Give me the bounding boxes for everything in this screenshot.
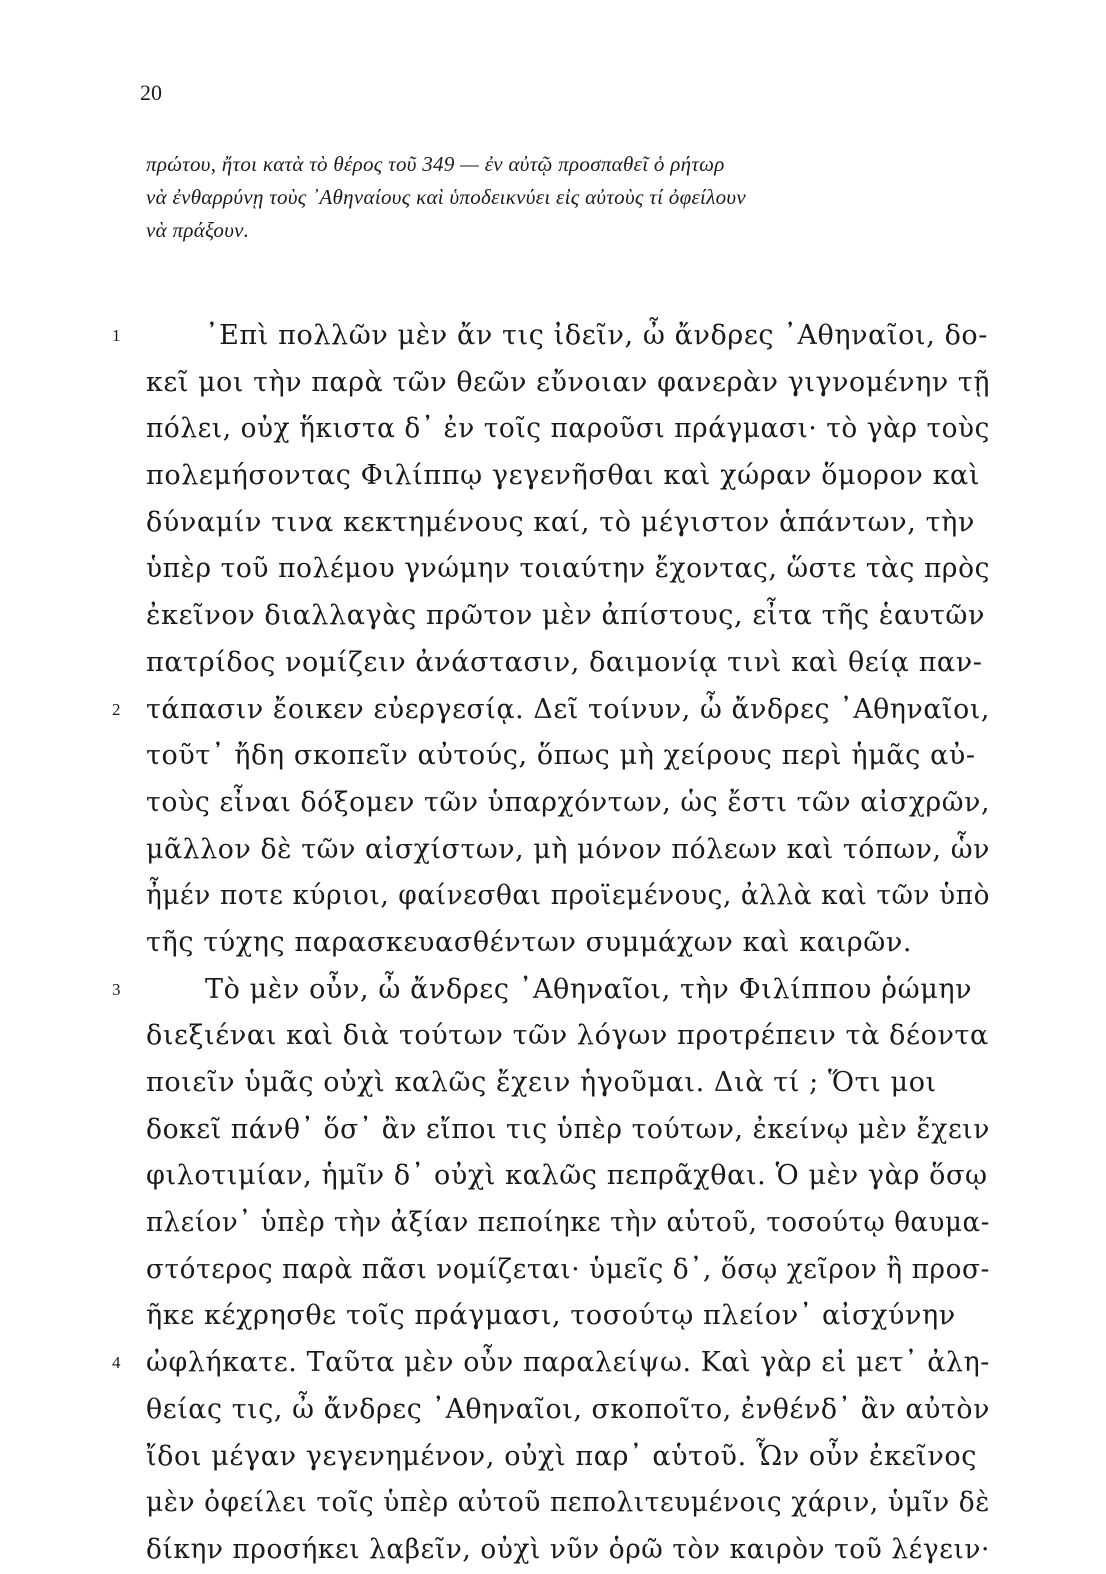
text-line [0,1247,1106,1294]
line-text: δοκεῖ πάνθ᾿ ὅσ᾿ ἂν εἴποι τις ὑπὲρ τούτων, ἐκείνῳ μὲν ἔχειν [146,1113,991,1145]
text-line [0,827,1106,874]
line-text: τῆς τύχης παρασκευασθέντων συμμάχων καὶ καιρῶν. [146,926,913,958]
line-text: μᾶλλον δὲ τῶν αἰσχίστων, μὴ μόνον πόλεων καὶ τόπων, ὧν [146,833,990,865]
text-line [0,1293,1106,1340]
text-line [0,873,1106,920]
line-text: ὑπὲρ τοῦ πολέμου γνώμην τοιαύτην ἔχοντας, ὥστε τὰς πρὸς [146,553,991,585]
text-line [0,920,1106,967]
line-text: Τὸ μὲν οὖν, ὦ ἄνδρες ᾿Αθηναῖοι, τὴν Φιλίππου ῥώμην [205,973,973,1005]
intro-line: νὰ πράξουν. [146,218,250,242]
intro-line: νὰ ἐνθαρρύνῃ τοὺς ᾿Αθηναίους καὶ ὑποδεικνύει εἰς αὐτοὺς τί ὀφείλουν [146,185,746,209]
line-text: δύναμίν τινα κεκτημένους καί, τὸ μέγιστον ἁπάντων, τὴν [146,506,975,538]
text-line [0,1060,1106,1107]
text-line [0,640,1106,687]
line-text: ᾿Επὶ πολλῶν μὲν ἄν τις ἰδεῖν, ὦ ἄνδρες ᾿Αθηναῖοι, δο- [205,320,989,351]
text-line [0,406,1106,453]
line-text: τοὺς εἶναι δόξομεν τῶν ὑπαρχόντων, ὡς ἔστι τῶν αἰσχρῶν, [146,786,991,818]
line-text: ἦμέν ποτε κύριοι, φαίνεσθαι προϊεμένους, ἀλλὰ καὶ τῶν ὑπὸ [146,880,991,912]
line-text: κεῖ μοι τὴν παρὰ τῶν θεῶν εὔνοιαν φανερὰν γιγνομένην τῇ [146,366,991,398]
text-line [0,1153,1106,1200]
page-number: 20 [140,80,162,105]
text-line [0,1480,1106,1527]
text-line [0,687,1106,734]
line-text: μὲν ὀφείλει τοῖς ὑπὲρ αὐτοῦ πεπολιτευμένοις χάριν, ὑμῖν δὲ [146,1487,991,1519]
line-text: πατρίδος νομίζειν ἀνάστασιν, δαιμονίᾳ τινὶ καὶ θείᾳ παν- [146,646,983,678]
line-text: πολεμήσοντας Φιλίππῳ γεγενῆσθαι καὶ χώραν ὅμορον καὶ [146,460,981,492]
line-text: τοῦτ᾿ ἤδη σκοπεῖν αὐτούς, ὅπως μὴ χείρους περὶ ἡμᾶς αὐ- [146,740,976,772]
text-line [0,967,1106,1014]
line-text: στότερος παρὰ πᾶσι νομίζεται· ὑμεῖς δ᾿, ὅσῳ χεῖρον ἢ προσ- [146,1253,991,1285]
text-line [0,1107,1106,1154]
text-line [0,1013,1106,1060]
text-line [0,593,1106,640]
speech-text [0,313,1106,1574]
text-line [0,546,1106,593]
line-text: ὠφλήκατε. Ταῦτα μὲν οὖν παραλείψω. Καὶ γὰρ εἰ μετ᾿ ἀλη- [146,1347,990,1379]
text-line [0,360,1106,407]
text-line [0,1340,1106,1387]
text-line [0,313,1106,360]
section-number: 1 [112,326,122,345]
line-text: φιλοτιμίαν, ἡμῖν δ᾿ οὐχὶ καλῶς πεπρᾶχθαι. Ὁ μὲν γὰρ ὅσῳ [146,1160,988,1192]
intro-summary [146,148,996,247]
line-text: θείας τις, ὦ ἄνδρες ᾿Αθηναῖοι, σκοποῖτο, ἐνθένδ᾿ ἂν αὐτὸν [146,1393,991,1425]
line-text: ποιεῖν ὑμᾶς οὐχὶ καλῶς ἔχειν ἡγοῦμαι. Διὰ τί ; Ὅτι μοι [146,1067,937,1098]
intro-line: πρώτου, ἤτοι κατὰ τὸ θέρος τοῦ 349 — ἐν αὐτῷ προσπαθεῖ ὁ ρήτωρ [146,152,725,176]
text-line [0,733,1106,780]
line-text: ἴδοι μέγαν γεγενημένον, οὐχὶ παρ᾿ αὑτοῦ. Ὧν οὖν ἐκεῖνος [146,1440,977,1472]
line-text: διεξιέναι καὶ διὰ τούτων τῶν λόγων προτρέπειν τὰ δέοντα [146,1020,989,1052]
text-line [0,780,1106,827]
section-number: 3 [112,979,122,999]
text-line [0,1527,1106,1574]
text-line [0,500,1106,547]
line-text: τάπασιν ἔοικεν εὐεργεσίᾳ. Δεῖ τοίνυν, ὦ ἄνδρες ᾿Αθηναῖοι, [146,693,991,725]
line-text: πόλει, οὐχ ἥκιστα δ᾿ ἐν τοῖς παροῦσι πράγμασι· τὸ γὰρ τοὺς [146,413,990,445]
section-number: 2 [112,699,122,719]
line-text: ἐκεῖνον διαλλαγὰς πρῶτον μὲν ἀπίστους, εἶτα τῆς ἑαυτῶν [146,600,985,632]
section-number: 4 [112,1353,122,1373]
line-text: πλείον᾿ ὑπὲρ τὴν ἀξίαν πεποίηκε τὴν αὑτοῦ, τοσούτῳ θαυμα- [146,1207,991,1239]
text-line [0,453,1106,500]
text-line [0,1200,1106,1247]
line-text: ῆκε κέχρησθε τοῖς πράγμασι, τοσούτῳ πλείον᾿ αἰσχύνην [146,1300,956,1332]
text-line [0,1434,1106,1481]
line-text: δίκην προσήκει λαβεῖν, οὐχὶ νῦν ὁρῶ τὸν καιρὸν τοῦ λέγειν· [146,1533,991,1565]
text-line [0,1387,1106,1434]
